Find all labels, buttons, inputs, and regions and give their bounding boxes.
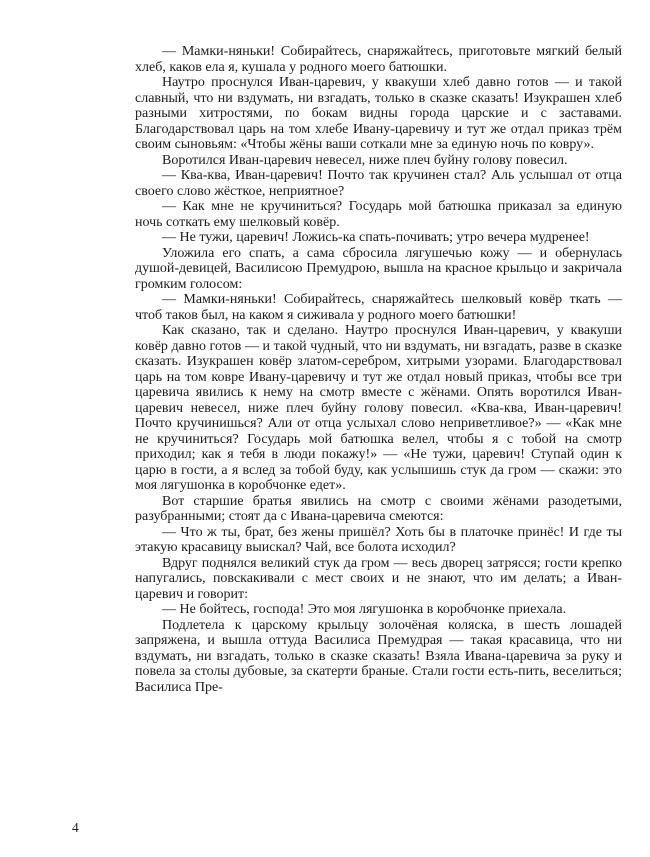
- paragraph: — Как мне не кручиниться? Государь мой батюшка приказал за единую ночь соткать ему шелковый ковёр.: [135, 199, 622, 230]
- paragraph: Воротился Иван-царевич невесел, ниже плеч буйну голову повесил.: [162, 152, 568, 168]
- paragraph: Наутро проснулся Иван-царевич, у квакуши хлеб давно готов — и такой славный, что ни вздумать, ни взгадать, только в сказке сказать! Изукрашен хлеб разными хитростями, по бокам видны города царские и с заставами. Благодарствовал царь на том хлебе Ивану-царевичу и тут же отдал приказ трём своим сыновьям: «Чтобы жёны ваши соткали мне за единую ночь по ковру».: [135, 75, 622, 152]
- paragraph: — Что ж ты, брат, без жены пришёл? Хоть бы в платочке принёс! И где ты этакую красавицу выискал? Чай, все болота исходил?: [135, 524, 622, 555]
- paragraph: — Ква-ква, Иван-царевич! Почто так кручинен стал? Аль услышал от отца своего слово жёсткое, неприятное?: [135, 168, 622, 199]
- paragraph: — Мамки-няньки! Собирайтесь, снаряжайтесь, приготовьте мягкий белый хлеб, каков ела я, кушала у родного моего батюшки.: [135, 44, 622, 75]
- paragraph: Уложила его спать, а сама сбросила лягушечью кожу — и обернулась душой-девицей, Василисою Премудрою, вышла на красное крыльцо и закричала громким голосом:: [135, 245, 622, 292]
- page-number: 4: [72, 820, 79, 835]
- paragraph: Подлетела к царскому крыльцу золочёная коляска, в шесть лошадей запряжена, и вышла оттуда Василиса Премудрая — такая красавица, что ни вздумать, ни взгадать, только в сказке сказать! Взяла Ивана-царевича за руку и повела за столы дубовые, за скатерти браные. Стали гости есть-пить, веселиться; Василиса Пре-: [135, 617, 622, 695]
- paragraph: Вдруг поднялся великий стук да гром — весь дворец затрясся; гости крепко напугались, повскакивали с мест своих и не знают, что им делать; а Иван-царевич и говорит:: [135, 555, 622, 602]
- paragraph: — Не бойтесь, господа! Это моя лягушонка в коробчонке приехала.: [162, 602, 567, 617]
- paragraph: Как сказано, так и сделано. Наутро проснулся Иван-царевич, у квакуши ковёр давно готов — и такой чудный, что ни вздумать, ни взгадать, разве в сказке сказать. Изукрашен ковёр златом-серебром, хитрыми узорами. Благодарствовал царь на том ковре Ивану-царевичу и тут же отдал новый приказ, чтобы все три царевича явились к нему на смотр вместе с жёнами. Опять воротился Иван-царевич невесел, ниже плеч буйну голову повесил. «Ква-ква, Иван-царевич! Почто кручинишься? Али от отца услыхал слово неприветливое?» — «Как мне не кручиниться? Государь мой батюшка велел, чтобы я с тобой на смотр приходил; как я тебя в люди покажу!» — «Не тужи, царевич! Ступай один к царю в гости, а я вслед за тобой буду, как услышишь стук да гром — скажи: это моя лягушонка в коробчонке едет».: [135, 323, 622, 493]
- paragraph: — Мамки-няньки! Собирайтесь, снаряжайтесь шелковый ковёр ткать — чтоб таков был, на каком я сиживала у родного моего батюшки!: [135, 292, 622, 323]
- paragraph: Вот старшие братья явились на смотр с своими жёнами разодетыми, разубранными; стоят да с Ивана-царевича смеются:: [135, 493, 622, 524]
- paragraph: — Не тужи, царевич! Ложись-ка спать-почивать; утро вечера мудренее!: [162, 230, 590, 245]
- story-text: [135, 44, 622, 695]
